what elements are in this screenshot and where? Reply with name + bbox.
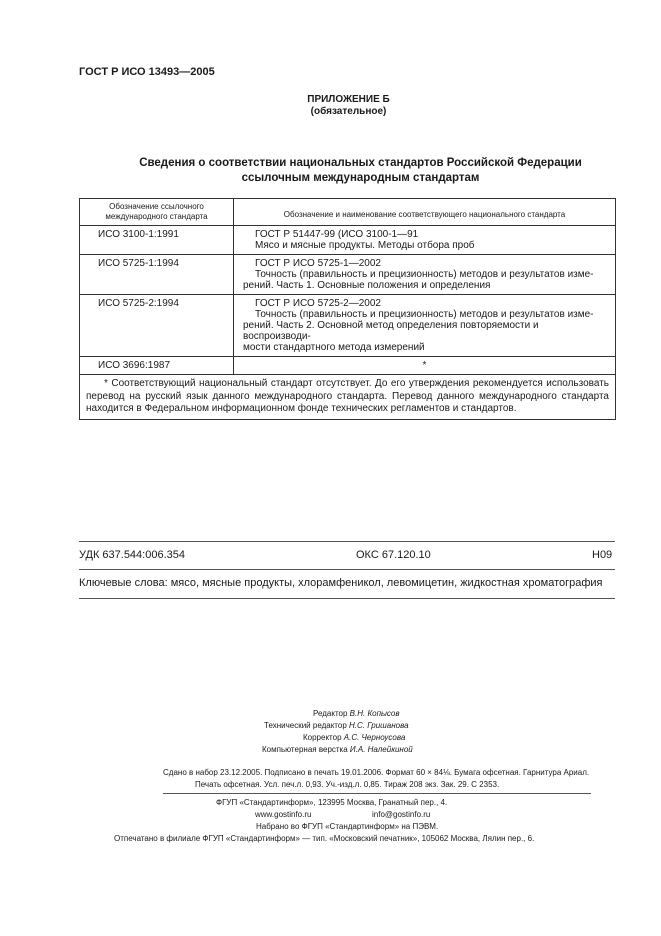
ref-cell: ИСО 3696:1987	[80, 357, 234, 374]
oks-code: ОКС 67.120.10	[356, 549, 431, 561]
publisher-site: www.gostinfo.ru	[255, 810, 312, 819]
credit-name: И.А. Налейкиной	[349, 745, 413, 754]
credit-tech-editor	[264, 721, 409, 730]
table-row	[80, 226, 615, 255]
ref-cell: ИСО 3100-1:1991	[80, 226, 234, 254]
publisher-address: ФГУП «Стандартинформ», 123995 Москва, Гранатный пер., 4.	[216, 798, 448, 807]
col2-header: Обозначение и наименование соответствующего национального стандарта	[283, 210, 566, 219]
table-footnote: * Соответствующий национальный стандарт отсутствует. До его утверждения рекомендуется использовать перевод на русский язык данного международного стандарта. Перевод данного международного стандарта находится в Федеральном информационном фонде технических регламентов и стандартов.	[86, 378, 609, 414]
ref-cell: ИСО 5725-2:1994	[80, 295, 234, 356]
table-row	[80, 357, 615, 375]
section-title-line1: Сведения о соответствии национальных стандартов Российской Федерации	[139, 157, 582, 169]
col1-header-line1: Обозначение ссылочного	[109, 202, 204, 211]
credit-label: Технический редактор	[264, 721, 347, 730]
udk-code: УДК 637.544:006.354	[79, 549, 185, 561]
national-cell: *	[422, 360, 427, 371]
credit-layout	[262, 745, 413, 754]
appendix-subtitle: (обязательное)	[310, 106, 387, 117]
national-title-line: Точность (правильность и прецизионность) методов и результатов изме-	[255, 269, 594, 280]
national-title-line: рений. Часть 1. Основные положения и определения	[243, 280, 491, 291]
credit-name: В.Н. Копысов	[349, 709, 400, 718]
national-cell	[234, 295, 615, 356]
national-code: ГОСТ Р ИСО 5725-2—2002	[255, 298, 381, 309]
divider-middle	[79, 569, 615, 570]
national-title-line: мости стандартного метода измерений	[243, 342, 425, 353]
national-title-line: рений. Часть 2. Основной метод определения повторяемости и воспроизводи-	[243, 320, 539, 342]
credit-editor	[313, 709, 400, 718]
col1-header	[80, 199, 234, 225]
table-row	[80, 255, 615, 295]
ref-cell: ИСО 5725-1:1994	[80, 255, 234, 294]
imprint-line2: Печать офсетная. Усл. печ.л. 0,93. Уч.-изд.л. 0,85. Тираж 208 экз. Зак. 29. С 2353.	[195, 780, 500, 789]
imprint-line1: Сдано в набор 23.12.2005. Подписано в печать 19.01.2006. Формат 60 × 84⅛. Бумага офсетная. Гарнитура Ариал.	[163, 768, 590, 777]
publisher-printed: Отпечатано в филиале ФГУП «Стандартинформ» — тип. «Московский печатник», 105062 Москва, Лялин пер., 6.	[114, 834, 535, 843]
credit-label: Компьютерная верстка	[262, 745, 348, 754]
national-cell	[234, 226, 615, 254]
publisher-email: info@gostinfo.ru	[372, 810, 431, 819]
classification-code: Н09	[592, 549, 613, 561]
correspondence-table	[79, 198, 616, 420]
credit-name: А.С. Черноусова	[343, 733, 406, 742]
col1-header-line2: международного стандарта	[105, 212, 208, 221]
section-title-line2: ссылочным международным стандартам	[241, 172, 480, 184]
section-title	[30, 156, 661, 186]
table-header-row	[80, 199, 615, 226]
publisher-typeset: Набрано во ФГУП «Стандартинформ» на ПЭВМ.	[256, 822, 439, 831]
divider-bottom	[79, 598, 615, 599]
national-code: ГОСТ Р ИСО 5725-1—2002	[255, 258, 381, 269]
table-footnote-row	[80, 375, 615, 419]
document-number: ГОСТ Р ИСО 13493—2005	[79, 66, 215, 78]
national-code: ГОСТ Р 51447-99 (ИСО 3100-1—91	[255, 229, 419, 240]
credit-label: Корректор	[303, 733, 342, 742]
keywords: Ключевые слова: мясо, мясные продукты, хлорамфеникол, левомицетин, жидкостная хроматография	[79, 577, 603, 589]
national-title-line: Точность (правильность и прецизионность) методов и результатов изме-	[255, 309, 594, 320]
divider-top	[79, 541, 615, 542]
credit-proofreader	[303, 733, 405, 742]
credit-name: Н.С. Гришанова	[349, 721, 409, 730]
national-cell	[234, 255, 615, 294]
imprint-divider	[163, 793, 591, 794]
table-row	[80, 295, 615, 357]
credit-label: Редактор	[313, 709, 348, 718]
national-title: Мясо и мясные продукты. Методы отбора проб	[255, 240, 475, 251]
appendix-title: ПРИЛОЖЕНИЕ Б	[307, 94, 390, 105]
